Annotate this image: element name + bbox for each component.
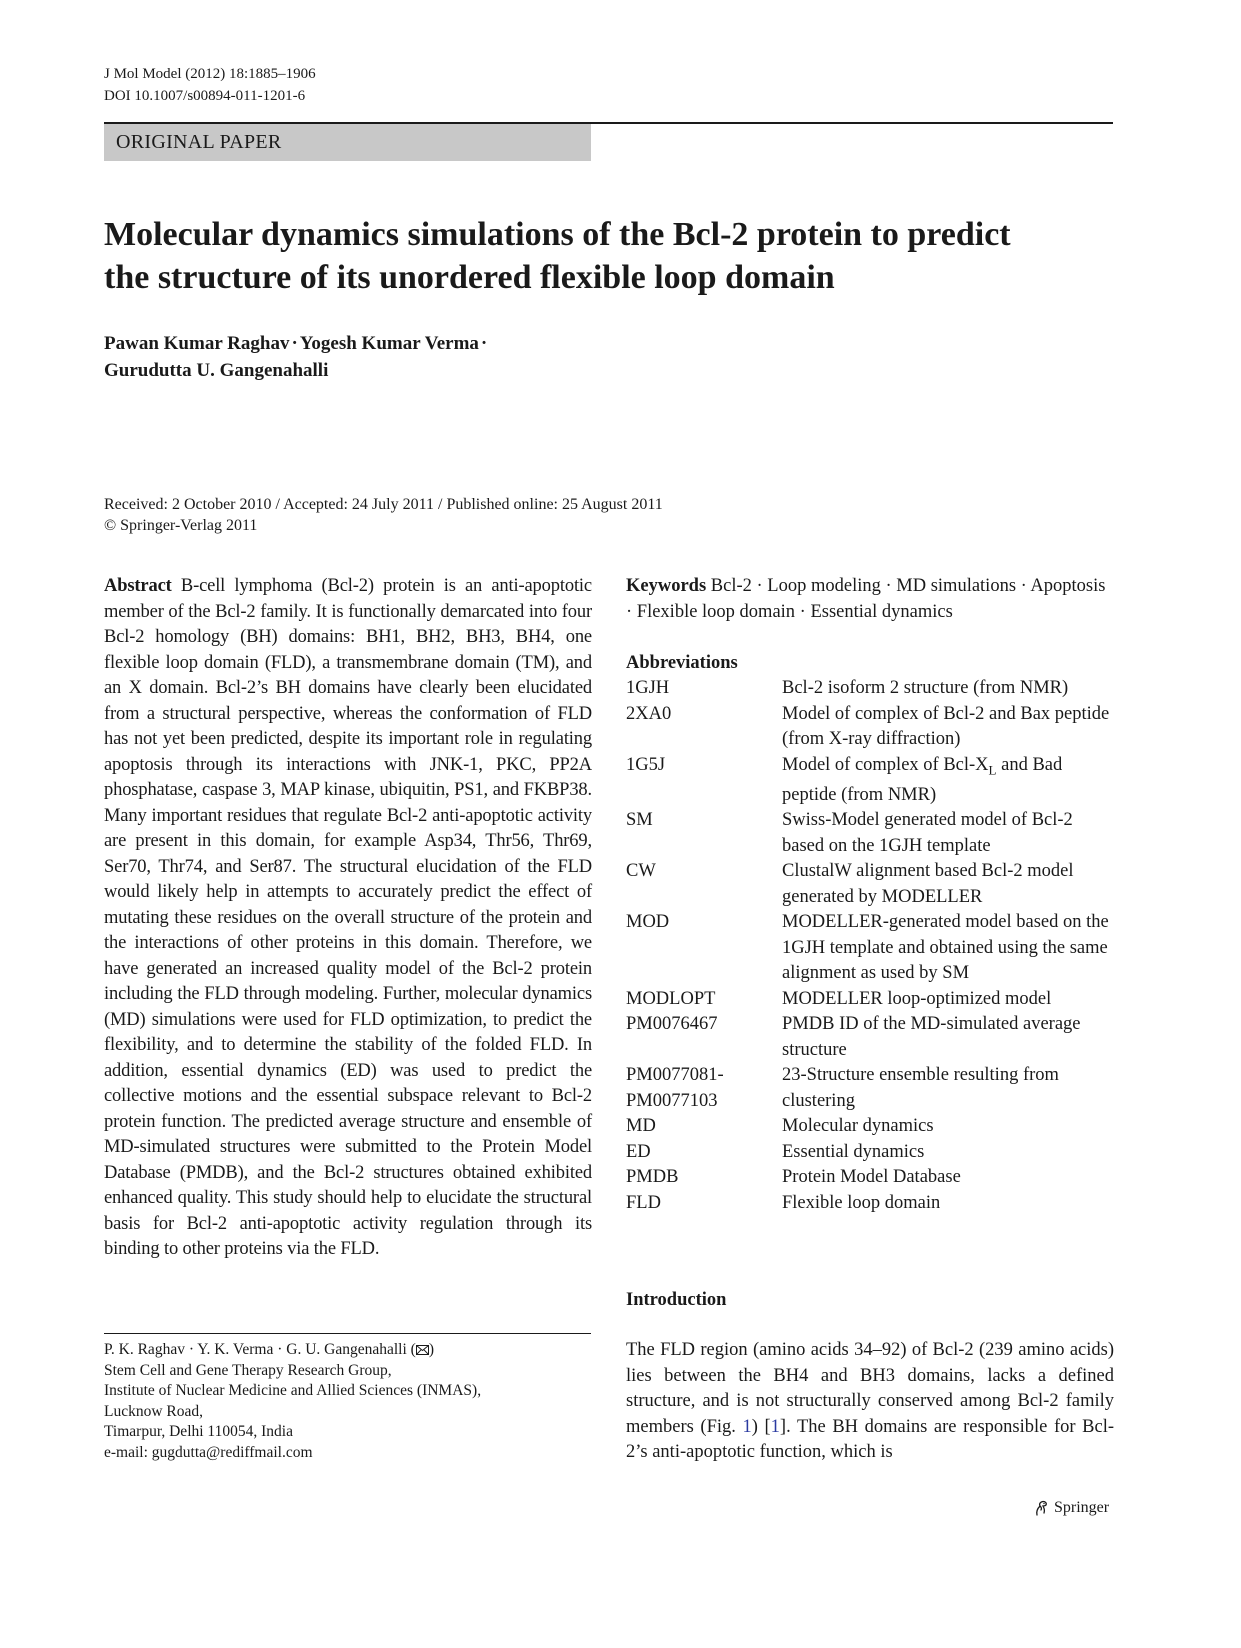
abbreviation-row (626, 1063, 1116, 1114)
abbreviation-definition: 23-Structure ensemble resulting from clustering (782, 1065, 1059, 1111)
abstract-label: Abstract (104, 576, 172, 596)
abbreviation-row (626, 808, 1116, 859)
abbreviation-row (626, 1140, 1116, 1166)
footnote-authors (104, 1340, 481, 1361)
section-banner: ORIGINAL PAPER (104, 124, 591, 161)
abbreviation-row (626, 676, 1116, 702)
footnote-line: Timarpur, Delhi 110054, India (104, 1423, 293, 1440)
abbreviation-definition (782, 753, 1116, 809)
footnote-line: Stem Cell and Gene Therapy Research Group, (104, 1361, 392, 1379)
keywords-text: Bcl-2 · Loop modeling · MD simulations · Apoptosis · Flexible loop domain · Essential dynamics (626, 576, 1106, 622)
publisher-name: Springer (1054, 1499, 1110, 1516)
abbreviation-definition: MODELLER loop-optimized model (782, 988, 1052, 1009)
abbreviation-term: 1GJH (626, 678, 670, 698)
abbreviations-heading: Abbreviations (626, 653, 738, 673)
abbreviation-term: CW (626, 861, 656, 882)
author-list (104, 330, 489, 384)
subscript-l: L (988, 762, 997, 778)
author-1: Pawan Kumar Raghav (104, 333, 290, 354)
abbreviation-definition: Model of complex of Bcl-2 and Bax peptide (from X-ray diffraction) (782, 703, 1110, 749)
introduction-heading: Introduction (626, 1290, 727, 1310)
history-line: Received: 2 October 2010 / Accepted: 24 July 2011 / Published online: 25 August 2011 (104, 496, 663, 513)
footnote-authors-text: P. K. Raghav · Y. K. Verma · G. U. Gangenahalli ( (104, 1341, 416, 1358)
springer-horse-icon (1033, 1500, 1050, 1517)
abbreviation-term: ED (626, 1141, 651, 1162)
abbreviation-row (626, 1114, 1116, 1140)
abbreviation-definition: PMDB ID of the MD-simulated average structure (782, 1014, 1081, 1060)
abbreviation-row (626, 859, 1116, 910)
abstract-text: B-cell lymphoma (Bcl-2) protein is an anti-apoptotic member of the Bcl-2 family. It is functionally demarcated into four Bcl-2 homology (BH) domains: BH1, BH2, BH3, BH4, one flexible loop domain (FLD), a transmembrane domain (TM), and an X domain. Bcl-2’s BH domains have clearly been elucidated from a structural perspective, whereas the conformation of FLD has not yet been predicted, despite its important role in regulating apoptosis through its interactions with JNK-1, PKC, PP2A phosphatase, caspase 3, MAP kinase, ubiquitin, PS1, and FKBP38. Many important residues that regulate Bcl-2 anti-apoptotic activity are present in this domain, for example Asp34, Thr56, Thr69, Ser70, Thr74, and Ser87. The structural elucidation of the FLD would likely help in attempts to accurately predict the effect of mutating these residues on the overall structure of the protein and the interactions of other proteins in this domain. Therefore, we have generated an increased quality model of the Bcl-2 protein including the FLD through modeling. Further, molecular dynamics (MD) simulations were used for FLD optimization, to predict the flexibility, and to determine the stability of the folded FLD. In addition, essential dynamics (ED) was used to predict the collective motions and the essential subspace relevant to Bcl-2 protein function. The predicted average structure and ensemble of MD-simulated structures were submitted to the Protein Model Database (PMDB), and the Bcl-2 structures obtained exhibited enhanced quality. This study should help to elucidate the structural basis for Bcl-2 anti-apoptotic activity regulation through its binding to other proteins via the FLD. (104, 576, 592, 1259)
reference-link[interactable]: 1 (770, 1416, 780, 1437)
abbreviation-row (626, 987, 1116, 1013)
abbreviation-definition: Protein Model Database (782, 1167, 961, 1188)
abbreviation-row (626, 1165, 1116, 1191)
publisher-logo (1033, 1497, 1109, 1519)
title-line-1: Molecular dynamics simulations of the Bcl-2 protein to predict (104, 216, 1011, 253)
abbreviation-definition: Molecular dynamics (782, 1116, 934, 1137)
intro-text-part: ) [ (751, 1416, 771, 1437)
abbreviation-definition: Essential dynamics (782, 1141, 925, 1162)
paper-title (104, 213, 1114, 299)
abbreviation-definition-start: Model of complex of Bcl-X (782, 754, 989, 775)
intro-text-part: ]. The BH domains are responsible for Bcl-2’s anti-apoptotic function, which is (626, 1416, 1115, 1462)
publication-dates (104, 494, 663, 536)
abbreviation-term: PM0077081-PM0077103 (626, 1065, 724, 1111)
journal-reference: J Mol Model (2012) 18:1885–1906 (104, 66, 316, 82)
title-line-2: the structure of its unordered flexible loop domain (104, 259, 835, 296)
abbreviation-definition: Swiss-Model generated model of Bcl-2 based on the 1GJH template (782, 810, 1073, 856)
keywords-label: Keywords (626, 576, 707, 596)
abbreviation-definition: MODELLER-generated model based on the 1GJH template and obtained using the same alignment as used by SM (782, 912, 1109, 984)
keywords (626, 574, 1114, 625)
abbreviation-definition-end: and Bad peptide (from NMR) (782, 754, 1063, 805)
envelope-icon (416, 1345, 429, 1355)
abbreviation-row (626, 910, 1116, 987)
abbreviation-row (626, 702, 1116, 753)
author-separator: · (291, 333, 298, 354)
abbreviation-term: PM0076467 (626, 1014, 718, 1035)
copyright-line: © Springer-Verlag 2011 (104, 517, 258, 534)
introduction-text (626, 1338, 1114, 1466)
abbreviation-term: PMDB (626, 1167, 679, 1188)
author-3: Gurudutta U. Gangenahalli (104, 360, 329, 381)
abstract (104, 574, 592, 1263)
abbreviations-list (626, 676, 1116, 1216)
author-2: Yogesh Kumar Verma (299, 333, 479, 354)
abbreviation-row (626, 753, 1116, 809)
abbreviation-term: MODLOPT (626, 988, 716, 1009)
author-affiliation-footnote (104, 1340, 481, 1463)
abbreviation-definition: Bcl-2 isoform 2 structure (from NMR) (782, 678, 1069, 698)
abbreviation-term: MD (626, 1116, 656, 1137)
abbreviation-definition: Flexible loop domain (782, 1192, 941, 1213)
footnote-line: Institute of Nuclear Medicine and Allied Sciences (INMAS), (104, 1382, 482, 1399)
abbreviation-term: MOD (626, 912, 670, 933)
footnote-authors-end: ) (428, 1341, 434, 1358)
footnote-line: Lucknow Road, (104, 1402, 204, 1420)
intro-text-part: The FLD region (amino acids 34–92) of Bcl-2 (239 amino acids) lies between the BH4 and BH3 domains, lacks a defined structure, and is not structurally conserved among Bcl-2 family members (Fig. (626, 1340, 1114, 1437)
author-separator: · (480, 333, 488, 354)
abbreviation-term: SM (626, 810, 653, 831)
doi-line: DOI 10.1007/s00894-011-1201-6 (104, 88, 306, 104)
footnote-rule (104, 1333, 591, 1334)
abbreviation-term: 1G5J (626, 754, 666, 775)
abbreviation-row (626, 1191, 1116, 1217)
abbreviation-term: FLD (626, 1192, 661, 1213)
abbreviation-term: 2XA0 (626, 703, 672, 724)
figure-link[interactable]: 1 (742, 1416, 752, 1437)
abbreviation-definition: ClustalW alignment based Bcl-2 model generated by MODELLER (782, 861, 1074, 907)
footnote-email: e-mail: gugdutta@rediffmail.com (104, 1443, 313, 1461)
abbreviation-row (626, 1012, 1116, 1063)
